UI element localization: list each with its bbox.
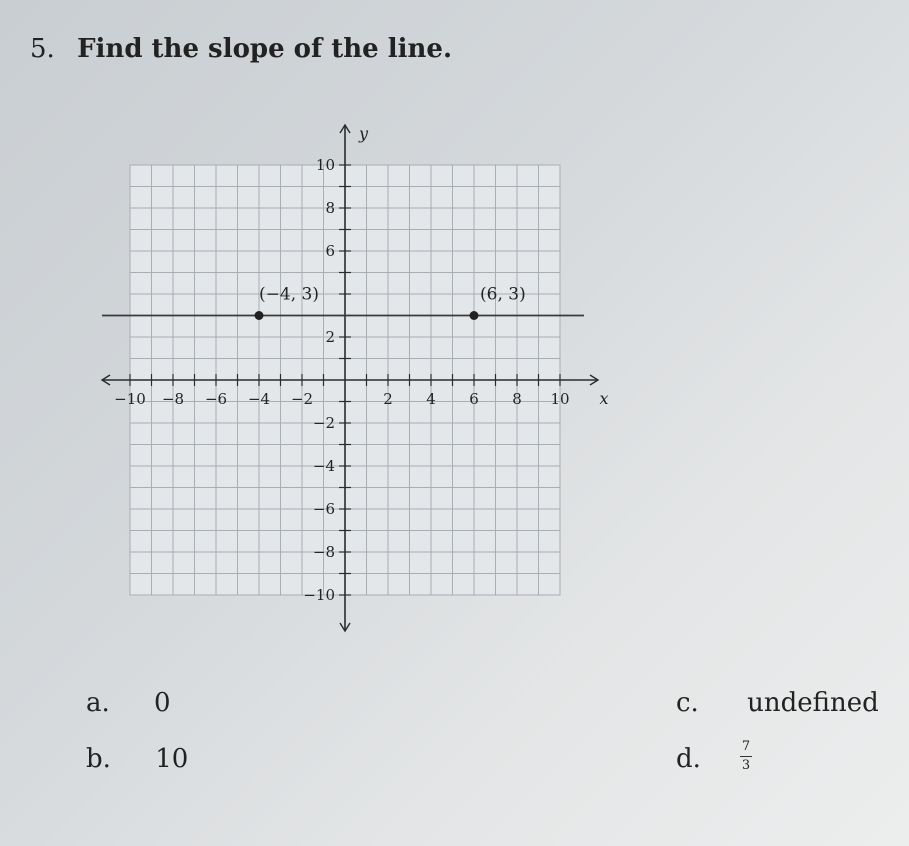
- point-label: (−4, 3): [259, 284, 319, 305]
- coordinate-graph: [80, 100, 609, 640]
- choice-a-letter: a.: [86, 688, 110, 718]
- x-axis-label: x: [599, 389, 609, 408]
- x-tick-label: 10: [550, 390, 570, 408]
- question-text: Find the slope of the line.: [77, 34, 453, 64]
- choice-c[interactable]: [676, 688, 879, 718]
- x-tick-label: −10: [114, 390, 146, 408]
- choice-b-value: 10: [155, 744, 189, 774]
- choice-b-letter: b.: [86, 744, 111, 774]
- question-heading: [30, 34, 452, 64]
- y-tick-label: 8: [325, 199, 335, 217]
- question-number: 5.: [30, 34, 55, 64]
- fraction-numerator: 7: [741, 739, 751, 754]
- x-tick-label: −4: [247, 390, 271, 408]
- point-label: (6, 3): [480, 284, 526, 305]
- data-point: [255, 311, 264, 320]
- x-tick-label: 4: [426, 390, 436, 408]
- choice-c-value: undefined: [747, 688, 879, 718]
- fraction-denominator: 3: [741, 758, 751, 773]
- y-tick-label: 10: [315, 156, 335, 174]
- y-tick-label: −10: [303, 586, 335, 604]
- y-axis-label: y: [359, 124, 369, 143]
- choice-a[interactable]: [86, 688, 171, 718]
- data-point: [470, 311, 479, 320]
- choice-d-letter: d.: [676, 744, 701, 774]
- x-tick-label: 8: [512, 390, 522, 408]
- y-tick-label: −6: [312, 500, 335, 518]
- y-tick-label: 2: [325, 328, 335, 346]
- choice-b[interactable]: [86, 744, 188, 774]
- x-tick-label: 2: [383, 390, 393, 408]
- y-tick-label: −8: [312, 543, 335, 561]
- x-tick-label: 6: [469, 390, 479, 408]
- x-tick-label: −6: [204, 390, 228, 408]
- choice-a-value: 0: [154, 688, 171, 718]
- y-tick-label: −4: [312, 457, 335, 475]
- y-tick-label: −2: [312, 414, 335, 432]
- choice-c-letter: c.: [676, 688, 699, 718]
- x-tick-label: −8: [161, 390, 185, 408]
- choice-d-fraction: [740, 740, 752, 773]
- y-tick-label: 6: [325, 242, 335, 260]
- choice-d[interactable]: [676, 744, 701, 774]
- fraction-bar: [740, 756, 752, 757]
- x-tick-label: −2: [290, 390, 314, 408]
